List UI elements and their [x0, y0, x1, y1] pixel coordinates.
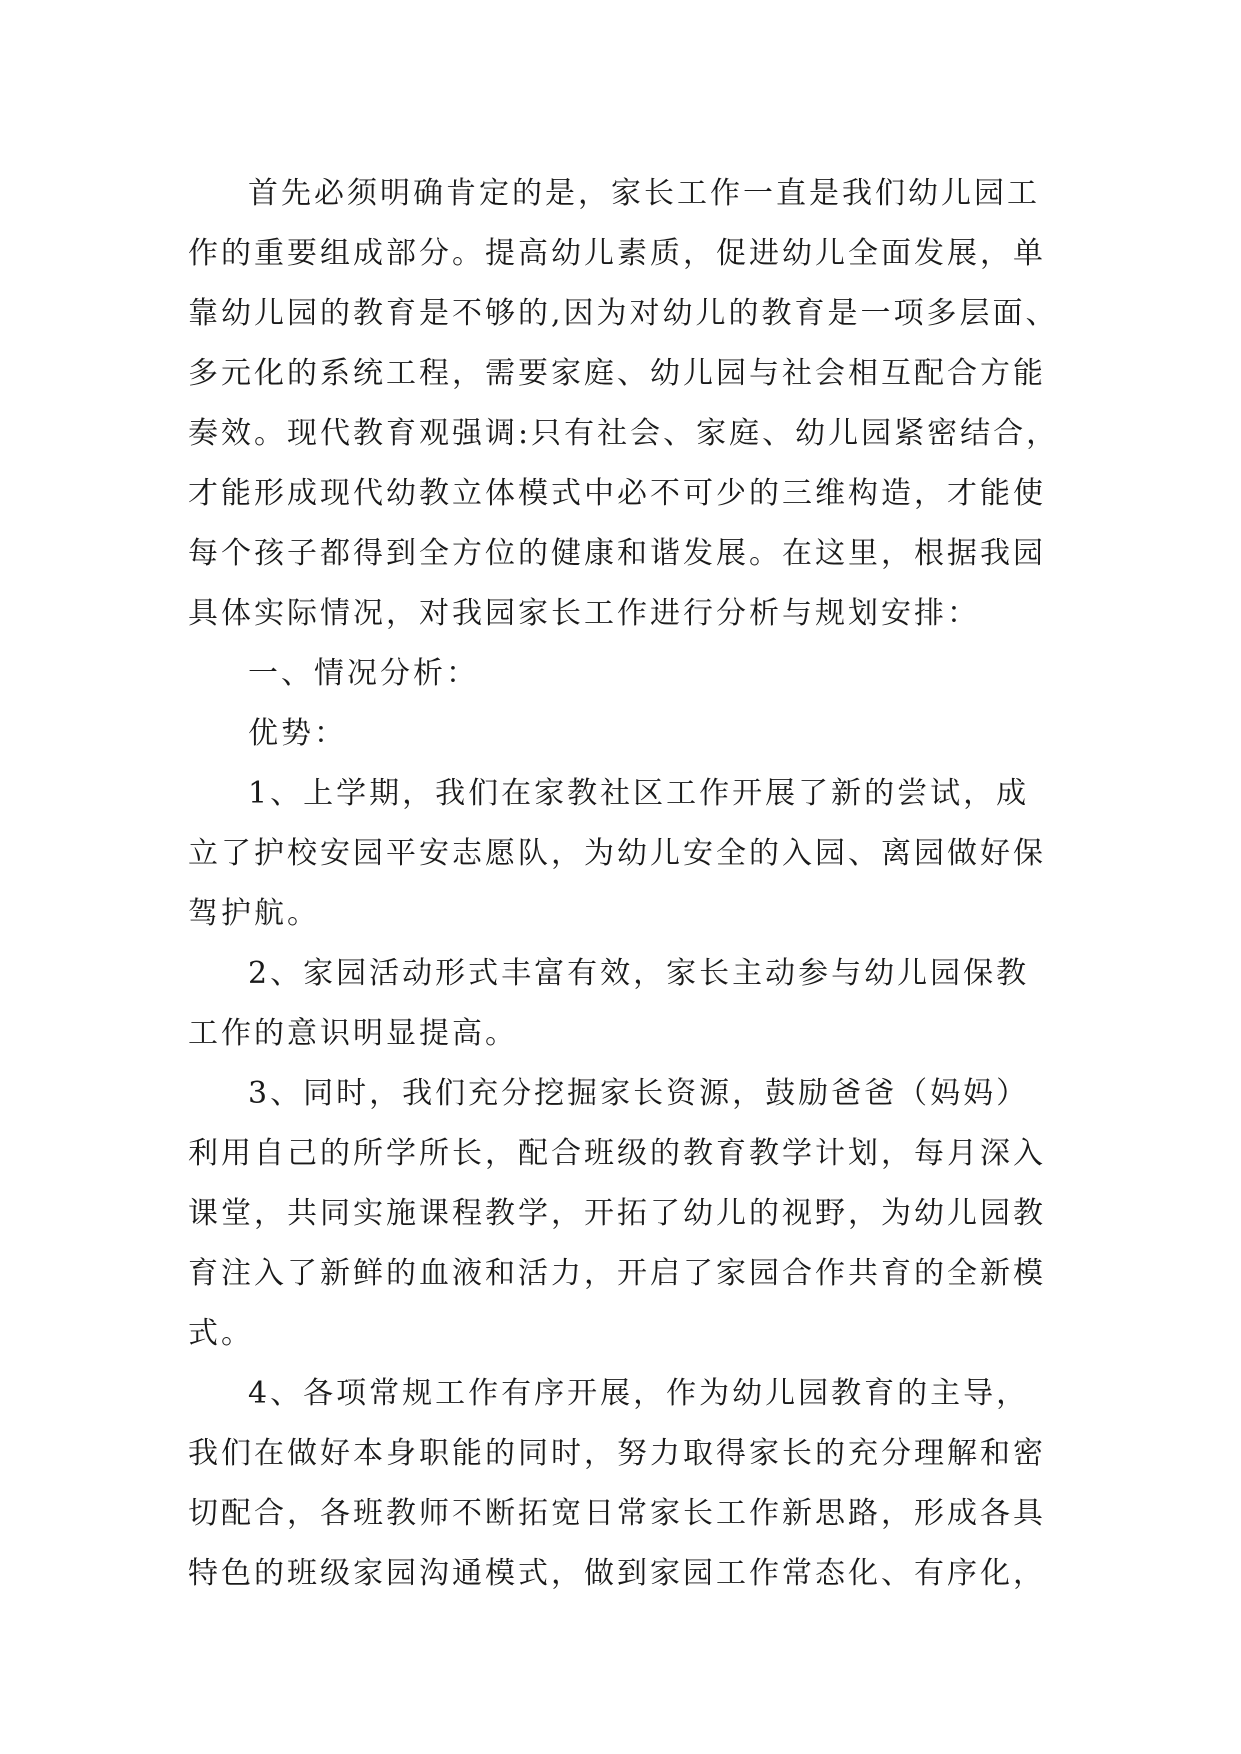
- body-line: 式。: [188, 1316, 254, 1351]
- body-line: 育注入了新鲜的血液和活力，开启了家园合作共育的全新模: [188, 1256, 1046, 1291]
- body-line: 1、上学期，我们在家教社区工作开展了新的尝试，成: [248, 776, 1030, 811]
- body-line: 课堂，共同实施课程教学，开拓了幼儿的视野，为幼儿园教: [188, 1196, 1046, 1231]
- body-line: 立了护校安园平安志愿队，为幼儿安全的入园、离园做好保: [188, 836, 1046, 871]
- body-line: 切配合，各班教师不断拓宽日常家长工作新思路，形成各具: [188, 1496, 1046, 1531]
- body-line: 才能形成现代幼教立体模式中必不可少的三维构造，才能使: [188, 476, 1046, 511]
- body-line: 4、各项常规工作有序开展，作为幼儿园教育的主导，: [248, 1376, 1030, 1411]
- body-line: 2、家园活动形式丰富有效，家长主动参与幼儿园保教: [248, 956, 1030, 991]
- body-line: 具体实际情况，对我园家长工作进行分析与规划安排：: [188, 596, 980, 631]
- body-line: 驾护航。: [188, 896, 320, 931]
- body-line: 多元化的系统工程，需要家庭、幼儿园与社会相互配合方能: [188, 356, 1046, 391]
- body-line: 我们在做好本身职能的同时，努力取得家长的充分理解和密: [188, 1436, 1046, 1471]
- body-line: 作的重要组成部分。提高幼儿素质，促进幼儿全面发展，单: [188, 236, 1046, 271]
- body-line: 奏效。现代教育观强调:只有社会、家庭、幼儿园紧密结合，: [188, 416, 1060, 451]
- body-line: 工作的意识明显提高。: [188, 1016, 518, 1051]
- body-line: 每个孩子都得到全方位的健康和谐发展。在这里，根据我园: [188, 536, 1046, 571]
- section-heading: 一、情况分析：: [248, 656, 479, 691]
- body-line: 靠幼儿园的教育是不够的,因为对幼儿的教育是一项多层面、: [188, 296, 1059, 331]
- body-line: 利用自己的所学所长，配合班级的教育教学计划，每月深入: [188, 1136, 1046, 1171]
- body-line: 首先必须明确肯定的是，家长工作一直是我们幼儿园工: [248, 176, 1040, 211]
- document-body: [188, 164, 1088, 1604]
- body-line: 特色的班级家园沟通模式，做到家园工作常态化、有序化，: [188, 1556, 1046, 1591]
- subsection-heading: 优势：: [248, 716, 347, 751]
- body-line: 3、同时，我们充分挖掘家长资源，鼓励爸爸（妈妈）: [248, 1076, 1030, 1111]
